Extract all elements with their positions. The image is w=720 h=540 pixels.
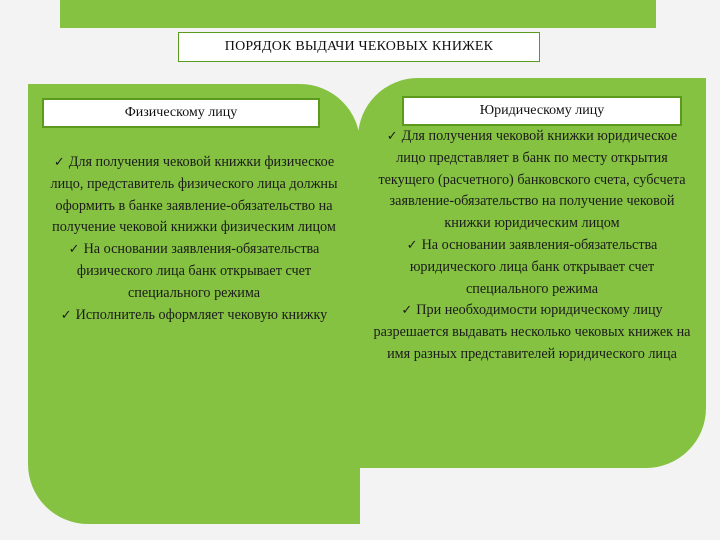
slide-title: ПОРЯДОК ВЫДАЧИ ЧЕКОВЫХ КНИЖЕК [178,32,540,62]
list-item: ✓ Исполнитель оформляет чековую книжку [60,306,328,323]
checkmark-icon: ✓ [68,242,80,258]
list-item: ✓ Для получения чековой книжки юридическое лицо представляет в банк по месту открытия текущего (расчетного) банковского счета, субсчета заявление-обязательство на получение чековой книжки юридическим лицом [378,128,686,232]
checkmark-icon: ✓ [53,155,65,170]
list-item: ✓ Для получения чековой книжки физическое лицо, представитель физического лица должны оформить в банке заявление-обязательство на получение чековой книжки физическим лицом [50,154,338,236]
top-green-bar [60,0,656,28]
checkmark-icon: ✓ [406,237,418,253]
checkmark-icon: ✓ [386,129,398,144]
list-item: ✓ На основании заявления-обязательства юридического лица банк открывает счет специального режима [406,236,658,297]
checkmark-icon: ✓ [401,303,413,319]
panel-individual-heading: Физическому лицу [42,98,320,128]
panel-individual [28,84,360,524]
list-item: ✓ На основании заявления-обязательства физического лица банк открывает счет специального режима [68,241,320,301]
checkmark-icon: ✓ [60,307,72,323]
list-item: ✓ При необходимости юридическому лицу разрешается выдавать несколько чековых книжек на имя разных представителей юридического лица [373,302,691,362]
panel-legal-entity [358,78,706,468]
panel-legal-entity-heading: Юридическому лицу [402,96,682,126]
